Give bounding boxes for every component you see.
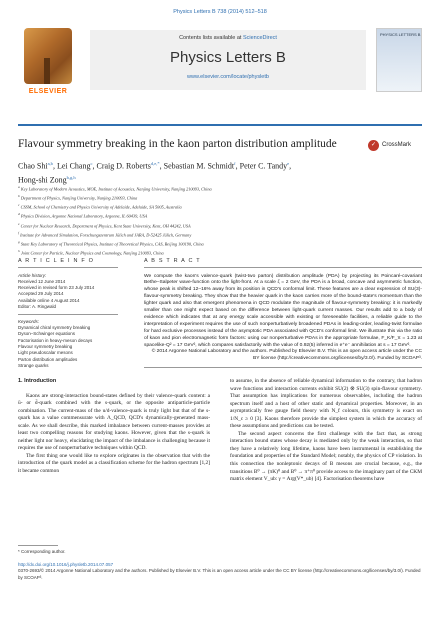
author-affil-sup[interactable]: c	[90, 161, 93, 166]
keyword: Parton distribution amplitudes	[18, 356, 78, 362]
keyword: Factorisation in heavy-meson decays	[18, 337, 93, 343]
abstract-copyright: © 2014 Argonne National Laboratory and the authors. Published by Elsevier B.V. This is an open access article under the CC BY license (http://creativecommons.org/licenses/by/3.0/). Funded by SCOAP³.	[151, 349, 422, 362]
author-affil-sup[interactable]: e	[287, 161, 290, 166]
tree-logo-icon	[24, 28, 72, 84]
affiliation-item: $^f$ Institute for Advanced Simulation, Forschungszentrum Jülich and JARA, D-52425 Jülich, Germany	[18, 230, 192, 238]
elsevier-logo[interactable]	[18, 22, 78, 100]
keyword: Flavour symmetry breaking	[18, 343, 73, 349]
divider	[144, 267, 422, 268]
page-footer	[18, 562, 422, 581]
affiliation-item: $^d$ Physics Division, Argonne National Laboratory, Argonne, IL 60439, USA	[18, 212, 148, 219]
affiliation-item: $^g$ State Key Laboratory of Theoretical Physics, Institute of Theoretical Physics, CAS, Beijing 100190, China	[18, 239, 204, 247]
keyword: Dynamical chiral symmetry breaking	[18, 325, 91, 331]
corresponding-author-footnote	[18, 545, 208, 554]
journal-homepage	[90, 74, 366, 80]
affiliation-item: $^h$ Joint Center for Particle, Nuclear Physics and Cosmology, Nanjing 210093, China	[18, 248, 164, 256]
article-info	[18, 258, 118, 369]
crossmark-label: CrossMark	[382, 142, 412, 148]
history-item: Available online 4 August 2014	[18, 297, 80, 303]
divider	[144, 367, 422, 368]
contents-line	[90, 35, 366, 41]
author-name[interactable]: Sebastian M. Schmidt	[163, 161, 235, 171]
author-name[interactable]: Peter C. Tandy	[239, 161, 288, 171]
affiliation-item: $^c$ CSSM, School of Chemistry and Physics University of Adelaide, Adelaide, SA 5005, Australia	[18, 203, 182, 210]
author-affil-sup[interactable]: b,g,h	[66, 174, 76, 180]
history-heading: Article history:	[18, 272, 47, 278]
publisher-name: ELSEVIER	[28, 88, 68, 95]
journal-header	[18, 22, 422, 117]
crossmark-icon: ✓	[368, 140, 379, 151]
author-name[interactable]: Lei Chang	[56, 161, 91, 171]
article-info-heading: A R T I C L E I N F O	[18, 258, 95, 264]
doi-link[interactable]: http://dx.doi.org/10.1016/j.physletb.2014.07.057	[18, 562, 114, 567]
divider	[18, 314, 118, 315]
journal-banner	[90, 30, 366, 90]
author-affil-sup[interactable]: a,b	[47, 161, 53, 166]
author-name[interactable]: Chao Shi	[18, 161, 48, 171]
author-list: Chao Shi$^{a,b}$, Lei Chang$^c$, Craig D. Roberts$^{d,e,*}$, Sebastian M. Schmidt$^f$, Peter C. Tandy$^e$, Hong-shi Zong$^{b,g,h}$	[18, 161, 292, 185]
author-name[interactable]: Hong-shi Zong	[18, 175, 67, 185]
author-affil-sup[interactable]: d,e,*	[150, 161, 160, 166]
history-item: Editor: A. Ringwald	[18, 303, 57, 309]
affiliation-item: $^a$ Key Laboratory of Modern Acoustics, MOE, Institute of Acoustics, Nanjing University, Nanjing 210093, China	[18, 185, 212, 192]
article-title: Flavour symmetry breaking in the kaon parton distribution amplitude	[18, 138, 337, 150]
divider	[18, 267, 118, 268]
column-right	[230, 378, 422, 484]
column-left	[18, 378, 210, 476]
keyword: Dyson–Schwinger equations	[18, 331, 76, 337]
crossmark-button[interactable]	[368, 138, 424, 152]
paragraph: to assume, in the absence of reliable dynamical information to the contrary, that hadron wave functions and interaction currents exhibit SU(2) ⊗ SU(3) spin-flavour symmetry. That assumption has implications for numerous observables, including the hadron spectrum itself and a host of other static and dynamical properties. Moreover, in an asymptotically free gauge field theory with N_f colours, this symmetry is exact on 1/N_c ≥ 0 [3]. Kaons therefore provide the simplest system in which the accuracy of these assumptions and predictions can be tested.	[230, 378, 422, 430]
history-item: Accepted 29 July 2014	[18, 291, 64, 297]
keywords-heading: Keywords:	[18, 318, 40, 324]
keyword: Light pseudoscalar mesons	[18, 350, 73, 356]
header-rule	[18, 124, 422, 126]
history-item: Received 12 June 2014	[18, 278, 66, 284]
paragraph: The second aspect concerns the first challenge with the fact that, as strong interaction bound states whose decay is mediated only by the weak interaction, so that they have a relatively long lifetime, kaons have been instrumental in establishing the foundation and properties of the Standard Model; notably, the physics of CP violation. In this connection the nonleptonic decays of B mesons are crucial because, e.g., the transitions B⁰ → (πK)⁰ and B⁰ → π⁺π⁰ provide access to the imaginary part of the CKM matrix element V_ub: γ = Arg(V*_ub) [4]. Factorisation theorems have	[230, 430, 422, 483]
homepage-link[interactable]: www.elsevier.com/locate/physletb	[187, 74, 269, 80]
keyword: Strange quarks	[18, 362, 49, 368]
footnote-rule	[18, 545, 58, 546]
paragraph: Kaons are strong-interaction bound-states defined by their valence-quark content: a ū- or d̄-quark combined with the s-quark, or the opposite antiparticle-particle combination. The current-mass of the u/d-valence-quark is truly light but that of the s-quark has a value commensurate with Λ_QCD, QCD's dynamically-generated mass-scale. As we shall describe, this marked imbalance between current-masses provides at least two compelling reasons for studying kaons. However, given that the s-quark is neither light nor heavy, elucidating the impact of the imbalance is challenging because it requires the use of nonperturbative techniques within QCD.	[18, 392, 210, 452]
author-name[interactable]: Craig D. Roberts	[96, 161, 151, 171]
author-affil-sup[interactable]: f	[234, 161, 236, 166]
history-item: Received in revised form 23 July 2014	[18, 285, 95, 291]
contents-prefix: Contents lists available at	[179, 35, 242, 41]
abstract-heading: A B S T R A C T	[144, 258, 201, 264]
affiliation-item: $^b$ Department of Physics, Nanjing University, Nanjing 210093, China	[18, 194, 138, 201]
cover-title: PHYSICS LETTERS B	[380, 32, 421, 37]
abstract-body: We compute the kaon's valence-quark (twist-two parton) distribution amplitude (PDA) by projecting its Poincaré-covariant Bethe–Salpeter wave-function onto the light-front. At a scale ζ = 2 GeV, the PDA is a broad, concave and asymmetric function, whose peak is shifted 12–16% away from its position in QCD's conformal limit. These features are a clear expression of SU(3)-flavour-symmetry breaking. They show that the heavier quark in the kaon carries more of the bound-state's momentum than the lighter quark and also that emergent phenomena in QCD modulate the magnitude of flavour-symmetry breaking: it is markedly smaller than one might expect based on the difference between light-quark current masses. Our results add to a body of evidence which indicates that at any energy scale accessible with existing or foreseeable facilities, a reliable guide to the interpretation of experiment requires the use of such nonperturbatively broadened PDAs in leading-order, leading-twist formulae for hard exclusive processes instead of the asymptotic PDA associated with QCD's conformal limit. We illustrate this via the ratio of kaon and pion electromagnetic form factors: using our nonperturbative PDAs in the appropriate formulae, F_K/F_π = 1.23 at spacelike-Q² = 17 GeV², which compares satisfactorily with the value of 0.92(5) inferred in e⁺e⁻ annihilation at s = 17 GeV².	[144, 273, 422, 348]
abstract-section	[144, 258, 422, 368]
journal-title: Physics Letters B	[170, 49, 286, 66]
journal-reference[interactable]: Physics Letters B 738 (2014) 512–518	[173, 9, 267, 15]
paragraph: The first thing one would like to explore originates in the observation that with the introduction of the quark model as a classification scheme for the hadron spectrum [1,2] it became common	[18, 452, 210, 475]
section-heading: 1. Introduction	[18, 378, 57, 384]
journal-cover-thumbnail[interactable]	[376, 28, 422, 92]
license-line: 0370-2693/© 2014 Argonne National Laboratory and the authors. Published by Elsevier B.V. This is an open access article under the CC BY license (http://creativecommons.org/licenses/by/3.0/). Funded by SCOAP³.	[18, 568, 421, 580]
affiliation-item: $^e$ Center for Nuclear Research, Department of Physics, Kent State University, Kent, OH 44242, USA	[18, 221, 191, 228]
footnote-text: * Corresponding author.	[18, 548, 66, 554]
affiliations	[18, 184, 422, 257]
sciencedirect-link[interactable]: ScienceDirect	[242, 35, 277, 41]
